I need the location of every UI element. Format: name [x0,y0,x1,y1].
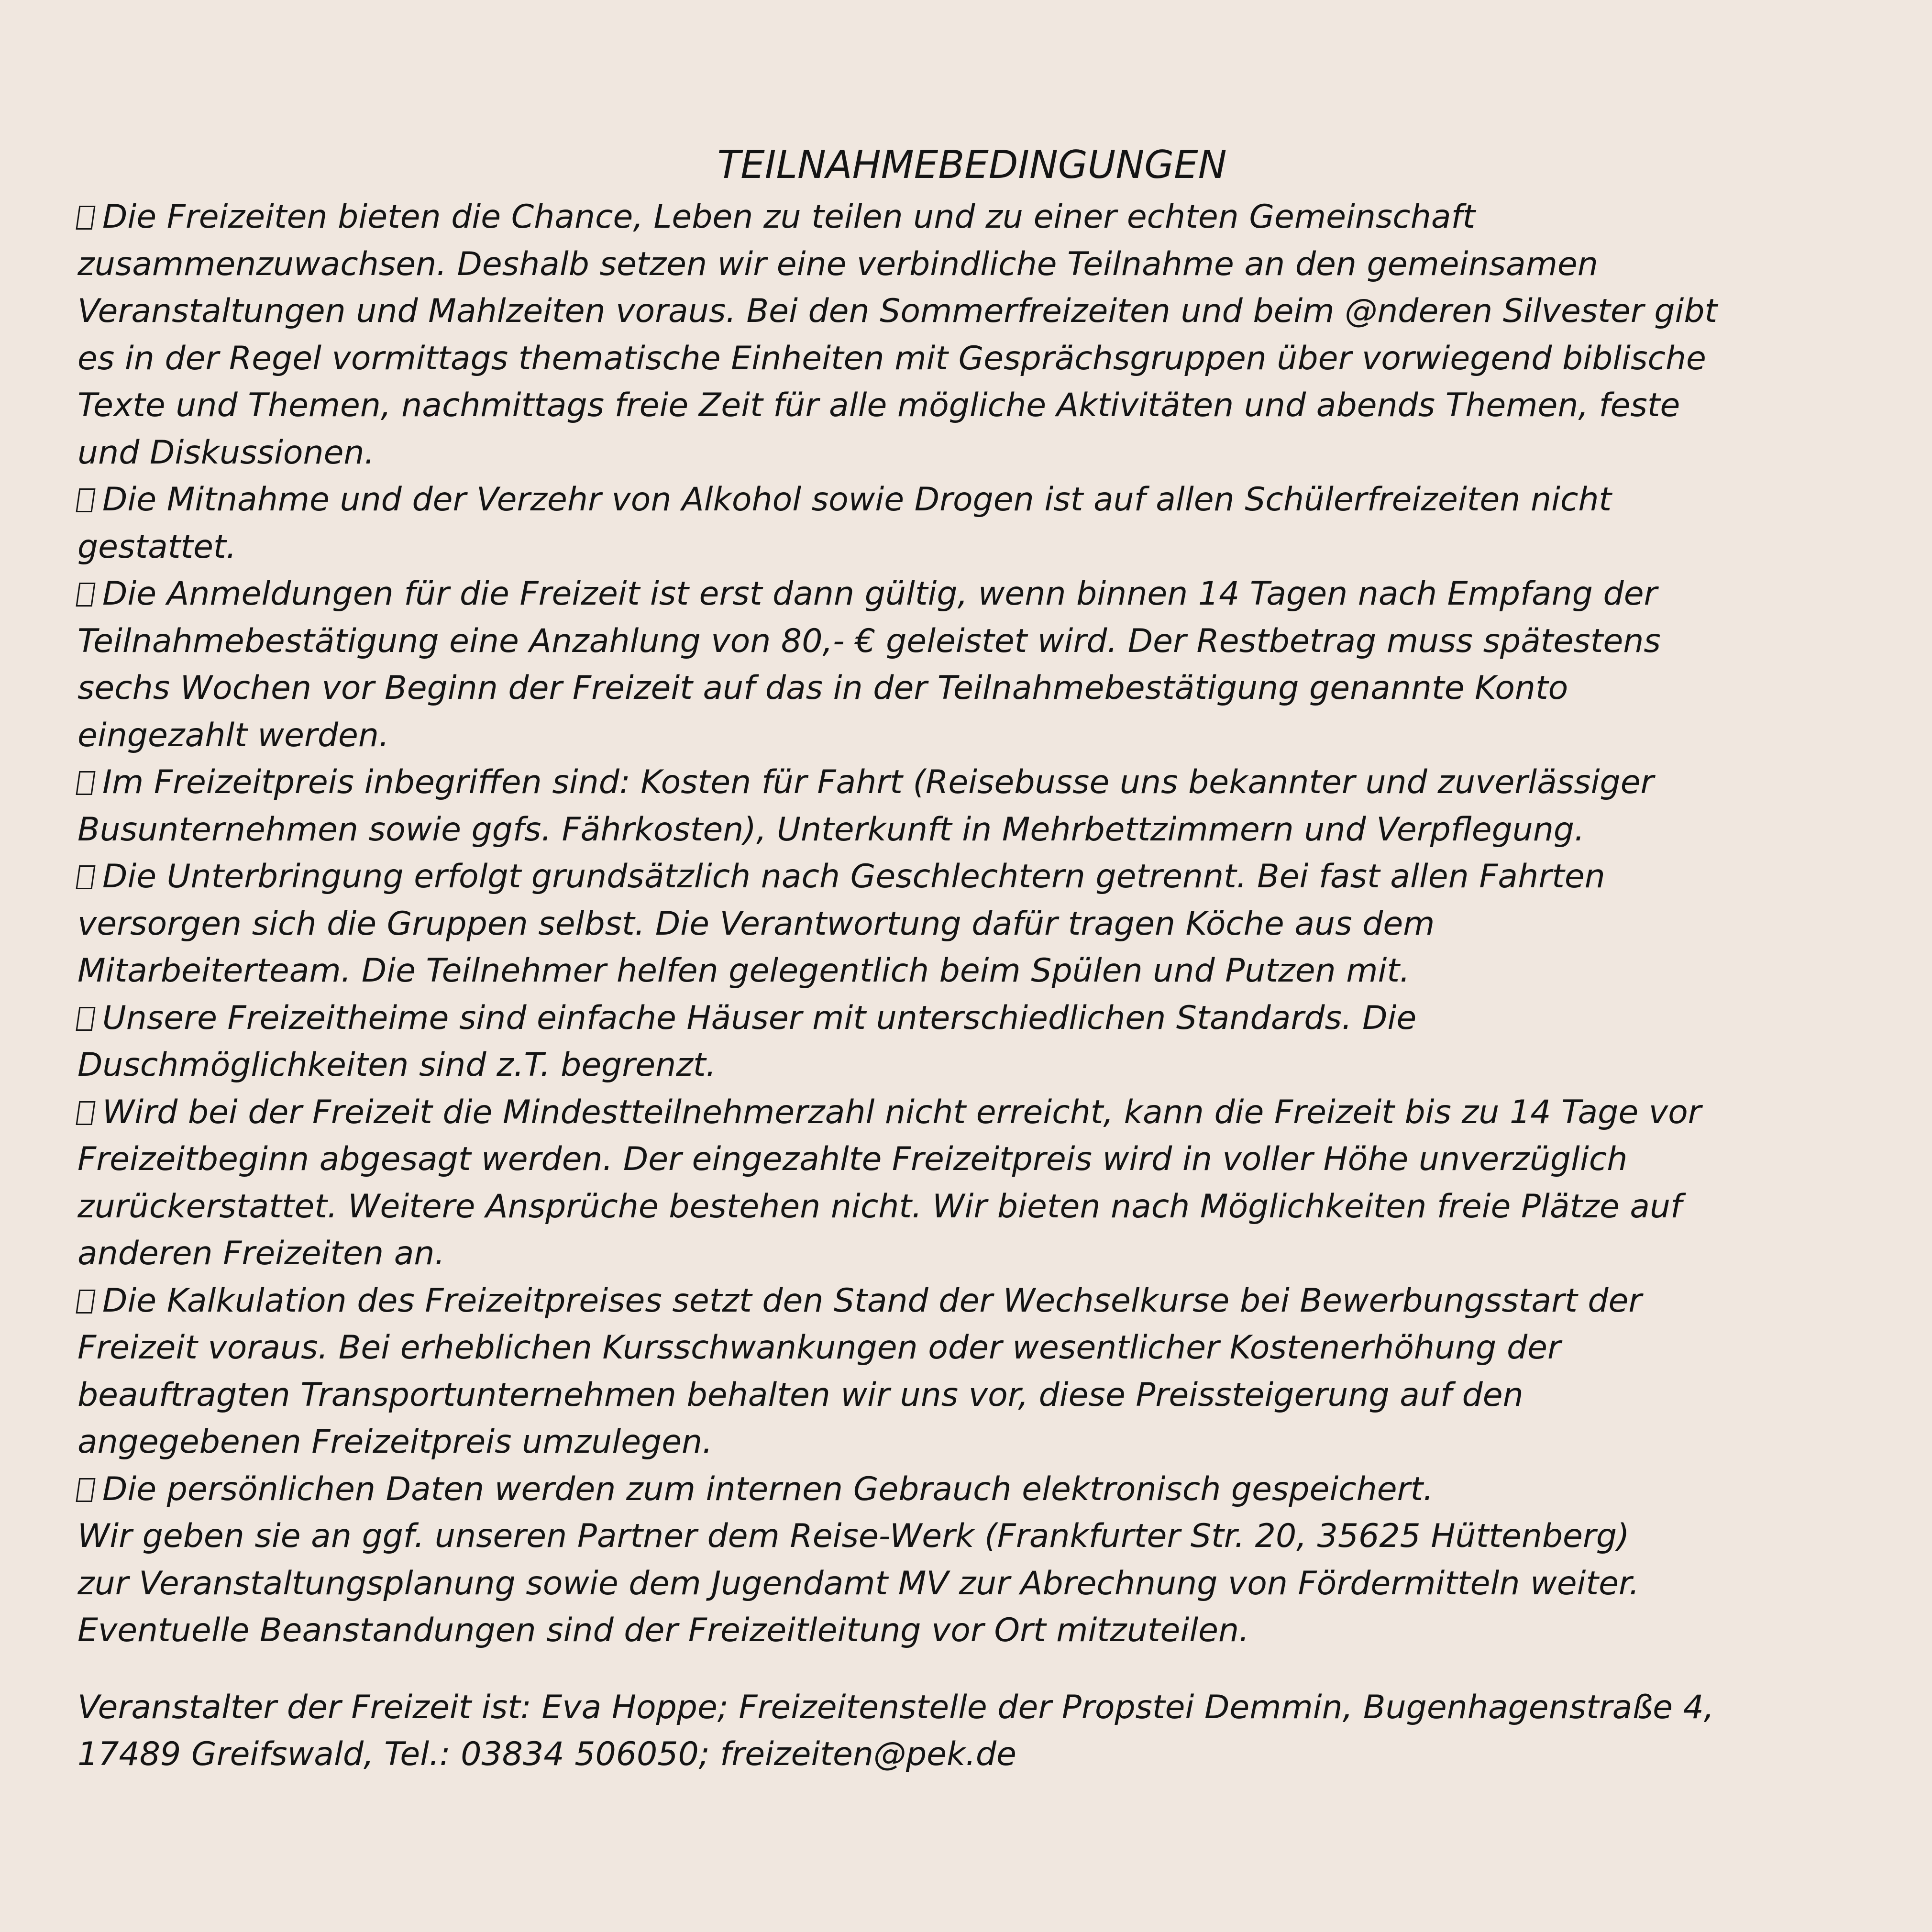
terms-item-line [77,1042,1866,1089]
terms-item-line [77,665,1866,712]
terms-item-line [77,901,1866,948]
missing-glyph-bullet-icon [76,865,95,889]
organizer-line: 17489 Greifswald, Tel.: 03834 506050; freizeiten@pek.de [77,1735,1016,1773]
document-title: TEILNAHMEBEDINGUNGEN [717,143,1227,187]
terms-item-first-line [77,995,1866,1042]
terms-item-line [77,1325,1866,1372]
terms-line-text: beauftragten Transportunternehmen behalten wir uns vor, diese Preissteigerung auf den [77,1376,1524,1414]
organizer-line: Veranstalter der Freizeit ist: Eva Hoppe; Freizeitenstelle der Propstei Demmin, Bugenhagenstraße 4, [77,1688,1714,1726]
terms-line-text: Wir geben sie an ggf. unseren Partner dem Reise-Werk (Frankfurter Str. 20, 35625 Hüttenberg) [77,1517,1630,1555]
terms-line-text: Die persönlichen Daten werden zum internen Gebrauch elektronisch gespeichert. [102,1470,1434,1508]
missing-glyph-bullet-icon [76,1290,95,1314]
terms-item-first-line [77,1466,1866,1513]
terms-line-text: Die Anmeldungen für die Freizeit ist erst dann gültig, wenn binnen 14 Tagen nach Empfang der [102,575,1657,613]
missing-glyph-bullet-icon [76,1101,95,1125]
terms-item-line [77,1230,1866,1278]
terms-line-text: Teilnahmebestätigung eine Anzahlung von 80,- € geleistet wird. Der Restbetrag muss spätestens [77,622,1661,660]
terms-item-line [77,288,1866,335]
missing-glyph-bullet-icon [76,1007,95,1031]
terms-line-text: Eventuelle Beanstandungen sind der Freizeitleitung vor Ort mitzuteilen. [77,1612,1249,1649]
missing-glyph-bullet-icon [76,583,95,607]
terms-line-text: Freizeitbeginn abgesagt werden. Der eingezahlte Freizeitpreis wird in voller Höhe unverzüglich [77,1140,1628,1178]
terms-line-text: Wird bei der Freizeit die Mindestteilnehmerzahl nicht erreicht, kann die Freizeit bis zu 14 Tage vor [102,1093,1701,1131]
terms-line-text: und Diskussionen. [77,433,375,472]
missing-glyph-bullet-icon [76,488,95,512]
terms-line-text: Texte und Themen, nachmittags freie Zeit für alle mögliche Aktivitäten und abends Themen, feste [77,386,1680,424]
terms-line-text: Veranstaltungen und Mahlzeiten voraus. Bei den Sommerfreizeiten und beim @nderen Silvester gibt [77,292,1718,330]
terms-item-first-line [77,194,1866,241]
terms-line-text: es in der Regel vormittags thematische Einheiten mit Gesprächsgruppen über vorwiegend biblische [77,339,1706,377]
terms-line-text: versorgen sich die Gruppen selbst. Die Verantwortung dafür tragen Köche aus dem [77,905,1435,943]
terms-line-text: zur Veranstaltungsplanung sowie dem Jugendamt MV zur Abrechnung von Fördermitteln weiter. [77,1564,1640,1602]
terms-line-text: gestattet. [77,528,237,566]
terms-line-text: sechs Wochen vor Beginn der Freizeit auf das in der Teilnahmebestätigung genannte Konto [77,669,1568,707]
terms-line-text: Mitarbeiterteam. Die Teilnehmer helfen gelegentlich beim Spülen und Putzen mit. [77,952,1410,990]
terms-item-line [77,524,1866,571]
terms-item-line [77,1372,1866,1419]
terms-item-line [77,1513,1866,1560]
terms-line-text: zurückerstattet. Weitere Ansprüche bestehen nicht. Wir bieten nach Möglichkeiten freie Plätze auf [77,1187,1682,1225]
terms-item-line [77,1419,1866,1466]
terms-line-text: Unsere Freizeitheime sind einfache Häuser mit unterschiedlichen Standards. Die [102,999,1417,1037]
terms-line-text: anderen Freizeiten an. [77,1235,445,1272]
terms-line-text: Die Freizeiten bieten die Chance, Leben zu teilen und zu einer echten Gemeinschaft [102,198,1476,236]
terms-line-text: angegebenen Freizeitpreis umzulegen. [77,1423,713,1461]
terms-body [77,194,1866,1655]
organizer-info [77,1684,1866,1778]
terms-line-text: Die Kalkulation des Freizeitpreises setzt den Stand der Wechselkurse bei Bewerbungsstart der [102,1281,1642,1320]
terms-item-line [77,618,1866,665]
terms-item-line [77,1136,1866,1183]
terms-item-first-line [77,1278,1866,1325]
terms-line-text: zusammenzuwachsen. Deshalb setzen wir eine verbindliche Teilnahme an den gemeinsamen [77,245,1598,283]
terms-item-first-line [77,759,1866,806]
terms-item-line [77,241,1866,288]
terms-item-first-line [77,571,1866,618]
terms-item-line [77,1560,1866,1608]
terms-line-text: Freizeit voraus. Bei erheblichen Kursschwankungen oder wesentlicher Kostenerhöhung der [77,1329,1561,1367]
paragraph-spacer [77,1655,1866,1684]
terms-line-text: Die Mitnahme und der Verzehr von Alkohol sowie Drogen ist auf allen Schülerfreizeiten nicht [102,481,1612,519]
terms-item-line [77,1607,1866,1655]
terms-item-line [77,1183,1866,1231]
terms-item-line [77,335,1866,383]
terms-item-line [77,430,1866,477]
terms-line-text: eingezahlt werden. [77,716,389,754]
missing-glyph-bullet-icon [76,206,95,230]
terms-line-text: Busunternehmen sowie ggfs. Fährkosten), Unterkunft in Mehrbettzimmern und Verpflegung. [77,810,1585,849]
terms-item-first-line [77,476,1866,524]
terms-line-text: Die Unterbringung erfolgt grundsätzlich nach Geschlechtern getrennt. Bei fast allen Fahrten [102,858,1605,895]
terms-document [77,136,1866,1778]
terms-item-first-line [77,853,1866,901]
terms-line-text: Duschmöglichkeiten sind z.T. begrenzt. [77,1046,717,1084]
terms-item-first-line [77,1089,1866,1137]
missing-glyph-bullet-icon [76,1478,95,1502]
terms-item-line [77,948,1866,995]
terms-item-line [77,806,1866,854]
missing-glyph-bullet-icon [76,771,95,795]
terms-item-line [77,712,1866,760]
terms-item-line [77,382,1866,430]
terms-line-text: Im Freizeitpreis inbegriffen sind: Kosten für Fahrt (Reisebusse uns bekannter und zuverlässiger [102,763,1654,801]
